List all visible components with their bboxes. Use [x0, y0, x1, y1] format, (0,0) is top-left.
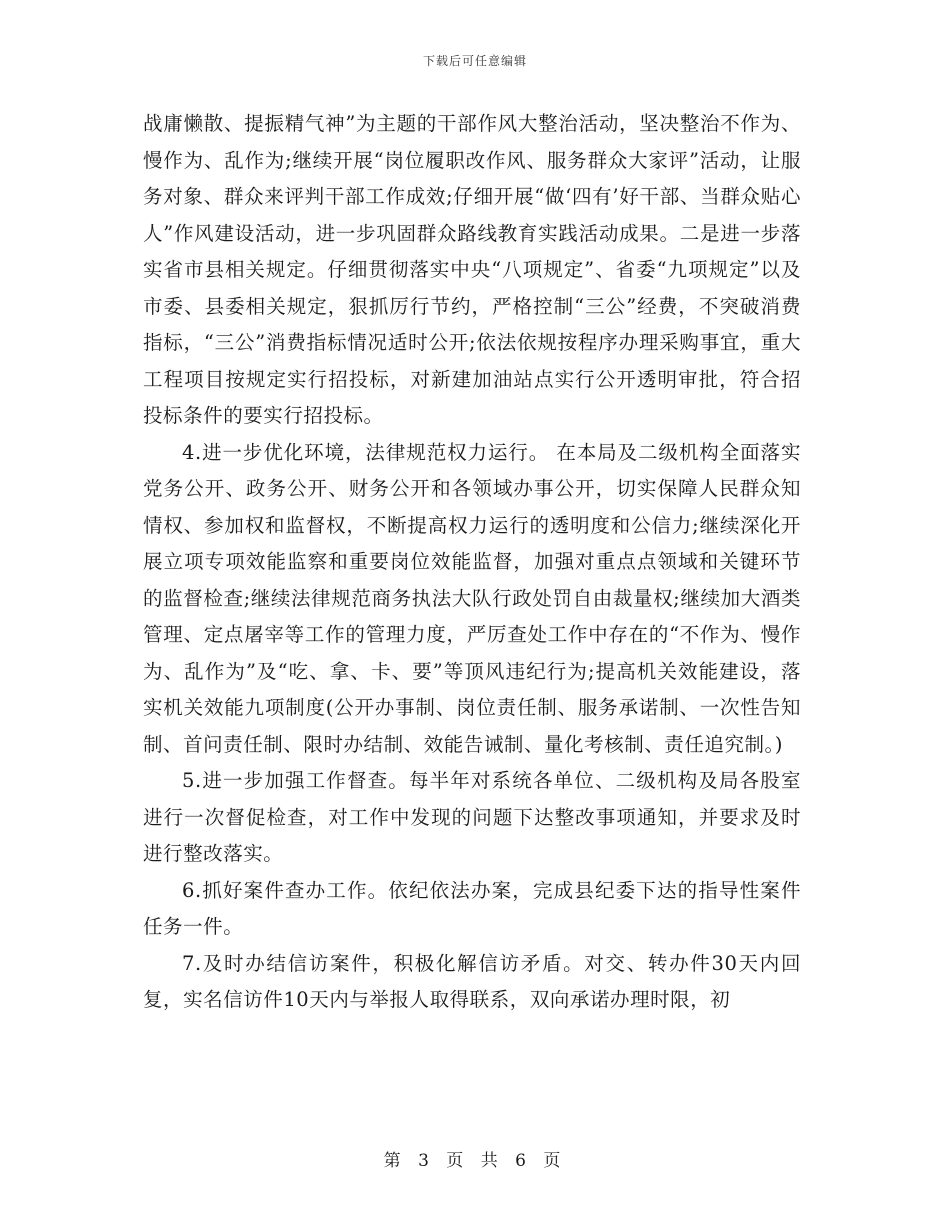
page-number-footer: 第 3 页 共 6 页 [383, 1151, 567, 1171]
paragraph-item-4: 4.进一步优化环境，法律规范权力运行。 在本局及二级机构全面落实党务公开、政务公开、财务公开和各领域办事公开，切实保障人民群众知情权、参加权和监督权，不断提高权力运行的透明度和公信力;继续深化开展立项专项效能监察和重要岗位效能监督，加强对重点点领域和关键环节的监督检查;继续法律规范商务执法大队行政处罚自由裁量权;继续加大酒类管理、定点屠宰等工作的管理力度，严厉查处工作中存在的“不作为、慢作为、乱作为”及“吃、拿、卡、要”等顶风违纪行为;提高机关效能建设，落实机关效能九项制度(公开办事制、岗位责任制、服务承诺制、一次性告知制、首问责任制、限时办结制、效能告诫制、量化考核制、责任追究制。) [143, 440, 801, 756]
document-body [143, 106, 801, 1019]
paragraph-item-5: 5.进一步加强工作督查。每半年对系统各单位、二级机构及局各股室进行一次督促检查，对工作中发现的问题下达整改事项通知，并要求及时进行整改落实。 [143, 769, 801, 865]
paragraph-continuation: 战庸懒散、提振精气神”为主题的干部作风大整治活动，坚决整治不作为、慢作为、乱作为;继续开展“岗位履职改作风、服务群众大家评”活动，让服务对象、群众来评判干部工作成效;仔细开展“做‘四有’好干部、当群众贴心人”作风建设活动，进一步巩固群众路线教育实践活动成果。二是进一步落实省市县相关规定。仔细贯彻落实中央“八项规定”、省委“九项规定”以及市委、县委相关规定，狠抓厉行节约，严格控制“三公”经费，不突破消费指标，“三公”消费指标情况适时公开;依法依规按程序办理采购事宜，重大工程项目按规定实行招投标，对新建加油站点实行公开透明审批，符合招投标条件的要实行招投标。 [143, 112, 801, 427]
paragraph-item-7: 7.及时办结信访案件，积极化解信访矛盾。对交、转办件30天内回复，实名信访件10天内与举报人取得联系，双向承诺办理时限，初 [143, 951, 801, 1011]
header-note: 下载后可任意编辑 [422, 54, 527, 68]
paragraph-item-6: 6.抓好案件查办工作。依纪依法办案，完成县纪委下达的指导性案件任务一件。 [143, 878, 801, 938]
